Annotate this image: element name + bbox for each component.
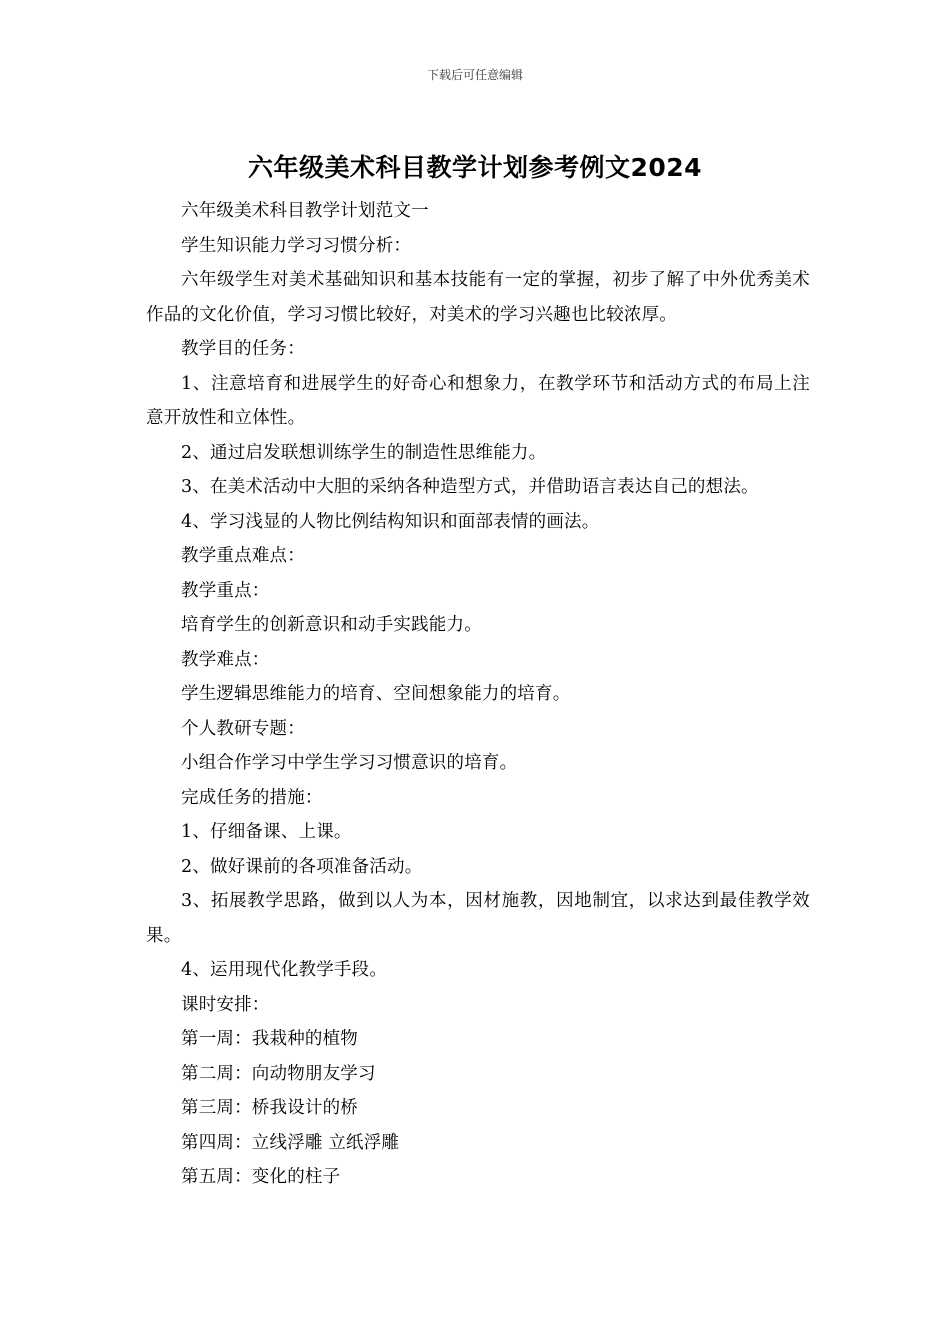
schedule-item: 第三周：桥我设计的桥 <box>181 1098 358 1118</box>
paragraph: 课时安排： <box>181 994 270 1015</box>
paragraph: 1、仔细备课、上课。 <box>181 822 352 842</box>
paragraph: 学生知识能力学习习惯分析： <box>181 235 412 256</box>
paragraph: 3、在美术活动中大胆的采纳各种造型方式，并借助语言表达自己的想法。 <box>181 477 759 497</box>
paragraph: 教学重点难点： <box>181 546 305 566</box>
document-title: 六年级美术科目教学计划参考例文2024 <box>247 153 703 182</box>
paragraph: 4、学习浅显的人物比例结构知识和面部表情的画法。 <box>181 511 600 532</box>
section-heading: 六年级美术科目教学计划范文一 <box>181 201 429 221</box>
schedule-item: 第二周：向动物朋友学习 <box>181 1063 376 1084</box>
paragraph: 六年级学生对美术基础知识和基本技能有一定的掌握，初步了解了中外优秀美术作品的文化价值，学习习惯比较好，对美术的学习兴趣也比较浓厚。 <box>146 270 810 325</box>
schedule-item: 第四周：立线浮雕 立纸浮雕 <box>181 1132 400 1153</box>
schedule-item: 第一周：我栽种的植物 <box>181 1029 358 1049</box>
header-note: 下载后可任意编辑 <box>426 68 523 82</box>
paragraph: 教学难点： <box>181 649 270 670</box>
paragraph: 教学重点： <box>181 580 270 601</box>
paragraph: 4、运用现代化教学手段。 <box>181 960 388 980</box>
paragraph: 小组合作学习中学生学习习惯意识的培育。 <box>181 753 518 773</box>
paragraph: 学生逻辑思维能力的培育、空间想象能力的培育。 <box>181 684 571 704</box>
schedule-item: 第五周：变化的柱子 <box>181 1167 341 1187</box>
paragraph: 完成任务的措施： <box>181 787 323 808</box>
paragraph: 教学目的任务： <box>181 339 305 359</box>
paragraph: 3、拓展教学思路，做到以人为本，因材施教，因地制宜，以求达到最佳教学效果。 <box>146 891 810 946</box>
document-body <box>146 194 810 1195</box>
paragraph: 个人教研专题： <box>181 718 305 739</box>
paragraph: 2、通过启发联想训练学生的制造性思维能力。 <box>181 442 547 463</box>
paragraph: 1、注意培育和进展学生的好奇心和想象力，在教学环节和活动方式的布局上注意开放性和立体性。 <box>146 373 810 428</box>
paragraph: 培育学生的创新意识和动手实践能力。 <box>181 615 482 635</box>
paragraph: 2、做好课前的各项准备活动。 <box>181 856 423 877</box>
